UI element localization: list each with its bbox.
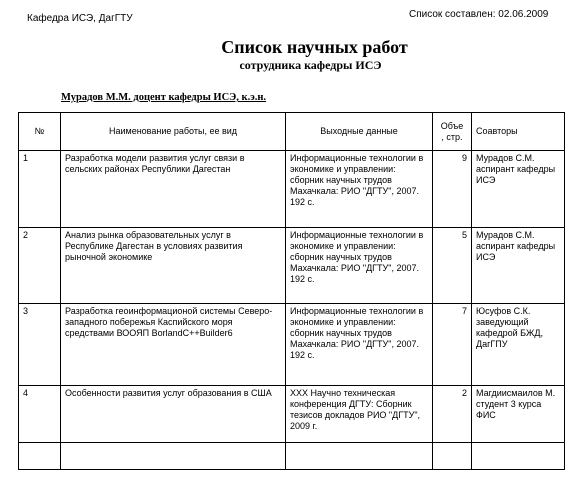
table-row — [19, 304, 565, 386]
work-volume: 7 — [433, 304, 472, 386]
empty-cell — [472, 443, 565, 470]
work-output: ХХХ Научно техническая конференция ДГТУ: Сборник тезисов докладов РИО "ДГТУ", 2009 г. — [286, 386, 433, 443]
works-table — [18, 112, 565, 470]
work-coauthors: Мурадов С.М. аспирант кафедры ИСЭ — [472, 151, 565, 228]
column-header-name: Наименование работы, ее вид — [61, 113, 286, 151]
column-header-number: № — [19, 113, 61, 151]
column-header-output: Выходные данные — [286, 113, 433, 151]
row-number: 2 — [19, 228, 61, 304]
table-header-row — [19, 113, 565, 151]
table-row — [19, 386, 565, 443]
work-output: Информационные технологии в экономике и управлении: сборник научных трудов Махачкала: РИО "ДГТУ", 2007. 192 с. — [286, 304, 433, 386]
work-volume: 9 — [433, 151, 472, 228]
work-coauthors: Юсуфов С.К. заведующий кафедрой БЖД, ДагГПУ — [472, 304, 565, 386]
column-header-volume: Объе , стр. — [433, 113, 472, 151]
work-name: Разработка модели развития услуг связи в сельских районах Республики Дагестан — [61, 151, 286, 228]
work-name: Анализ рынка образовательных услуг в Республике Дагестан в условиях развития рыночной экономике — [61, 228, 286, 304]
row-number: 3 — [19, 304, 61, 386]
document-subtitle: сотрудника кафедры ИСЭ — [239, 58, 382, 72]
work-name: Разработка геоинформационой системы Северо-западного побережья Каспийского моря средствами ВООЯП BorlandC++Builder6 — [61, 304, 286, 386]
work-output: Информационные технологии в экономике и управлении: сборник научных трудов Махачкала: РИО "ДГТУ", 2007. 192 с. — [286, 151, 433, 228]
table-row — [19, 151, 565, 228]
empty-cell — [61, 443, 286, 470]
department-label: Кафедра ИСЭ, ДагГТУ — [27, 13, 133, 24]
work-volume: 5 — [433, 228, 472, 304]
column-header-coauthors: Соавторы — [472, 113, 565, 151]
row-number: 4 — [19, 386, 61, 443]
work-coauthors: Мурадов С.М. аспирант кафедры ИСЭ — [472, 228, 565, 304]
empty-table-row — [19, 443, 565, 470]
empty-cell — [286, 443, 433, 470]
empty-cell — [19, 443, 61, 470]
document-title: Список научных работ — [221, 37, 408, 57]
work-coauthors: Магдиисмаилов М. студент 3 курса ФИС — [472, 386, 565, 443]
empty-cell — [433, 443, 472, 470]
author-line: Мурадов М.М. доцент кафедры ИСЭ, к.э.н. — [61, 92, 267, 103]
row-number: 1 — [19, 151, 61, 228]
work-volume: 2 — [433, 386, 472, 443]
work-output: Информационные технологии в экономике и управлении: сборник научных трудов Махачкала: РИО "ДГТУ", 2007. 192 с. — [286, 228, 433, 304]
work-name: Особенности развития услуг образования в США — [61, 386, 286, 443]
compiled-date: Список составлен: 02.06.2009 — [409, 9, 549, 20]
table-row — [19, 228, 565, 304]
